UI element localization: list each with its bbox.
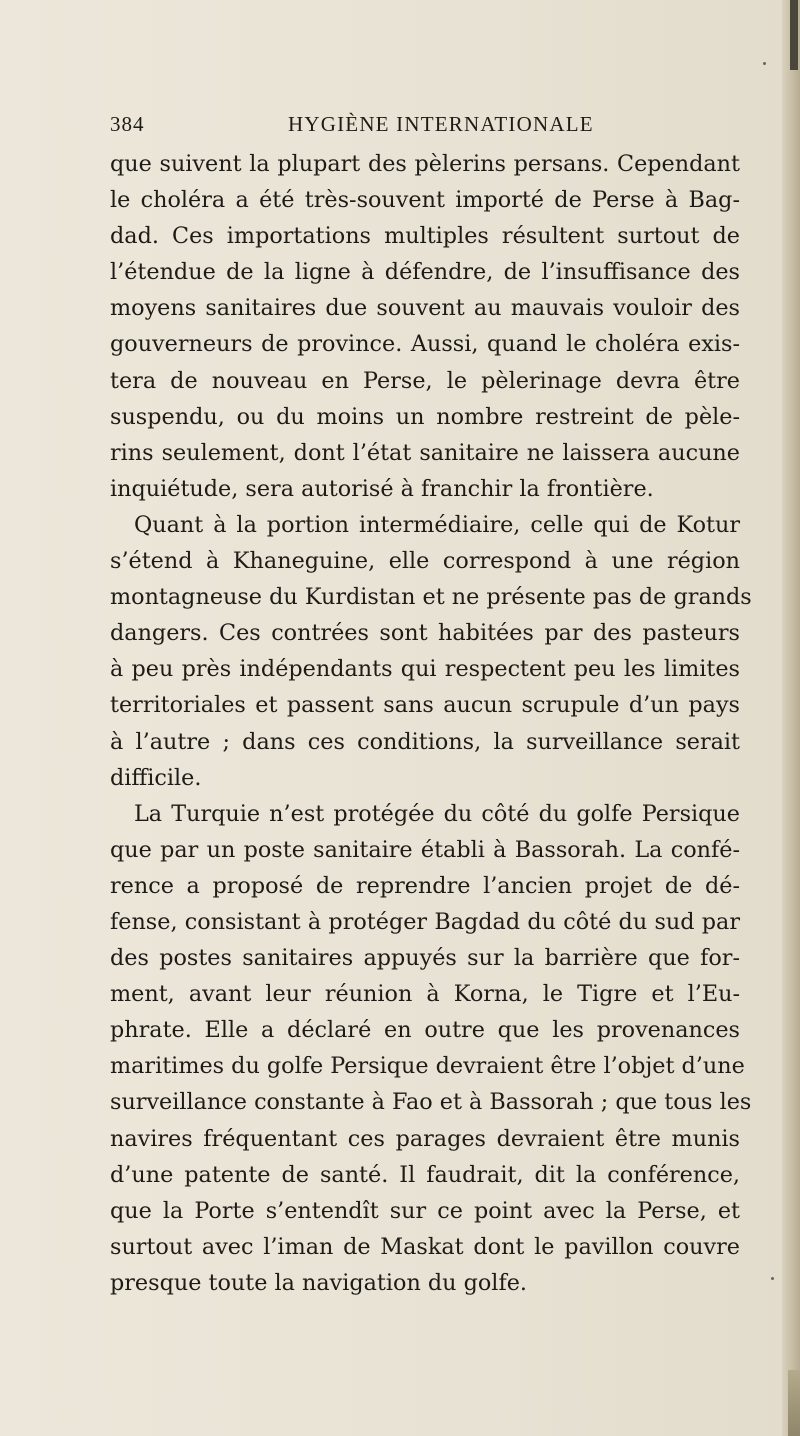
text-line: phrate. Elle a déclaré en outre que les provenances (110, 1017, 740, 1044)
text-line: que suivent la plupart des pèlerins persans. Cependant (110, 151, 740, 177)
text-line: La Turquie n’est protégée du côté du golfe Persique (134, 800, 740, 827)
paper-speck (763, 62, 766, 65)
text-line: presque toute la navigation du golfe. (110, 1269, 527, 1296)
text-line: à peu près indépendants qui respectent peu les limites (110, 656, 740, 683)
text-line: s’étend à Khaneguine, elle correspond à une région (110, 548, 740, 575)
text-line: des postes sanitaires appuyés sur la barrière que for- (110, 945, 740, 972)
text-line: le choléra a été très-souvent importé de Perse à Bag- (110, 187, 740, 214)
text-line: d’une patente de santé. Il faudrait, dit la conférence, (110, 1161, 740, 1188)
text-line: navires fréquentant ces parages devraient être munis (110, 1125, 740, 1152)
paper-speck (771, 1277, 774, 1280)
text-line: difficile. (110, 764, 202, 791)
text-line: suspendu, ou du moins un nombre restreint de pèle- (110, 403, 740, 430)
text-line: Quant à la portion intermédiaire, celle qui de Kotur (134, 511, 740, 538)
running-head: HYGIÈNE INTERNATIONALE (288, 112, 594, 136)
text-line: que par un poste sanitaire établi à Bassorah. La confé- (110, 836, 740, 863)
binding-shadow (790, 0, 798, 70)
corner-shadow (788, 1370, 800, 1436)
text-line: montagneuse du Kurdistan et ne présente pas de grands (110, 584, 752, 611)
body-text (110, 146, 752, 1301)
text-line: que la Porte s’entendît sur ce point avec la Perse, et (110, 1197, 740, 1224)
text-line: territoriales et passent sans aucun scrupule d’un pays (110, 692, 740, 719)
text-line: tera de nouveau en Perse, le pèlerinage devra être (110, 367, 740, 394)
text-line: à l’autre ; dans ces conditions, la surveillance serait (110, 728, 740, 755)
text-line: fense, consistant à protéger Bagdad du côté du sud par (110, 908, 740, 935)
text-line: rence a proposé de reprendre l’ancien projet de dé- (110, 872, 740, 899)
text-line: l’étendue de la ligne à défendre, de l’insuffisance des (110, 259, 740, 286)
page-header (110, 112, 730, 140)
text-line: surtout avec l’iman de Maskat dont le pavillon couvre (110, 1233, 740, 1260)
text-line: maritimes du golfe Persique devraient être l’objet d’une (110, 1053, 745, 1080)
text-line: rins seulement, dont l’état sanitaire ne laissera aucune (110, 439, 740, 466)
text-line: ment, avant leur réunion à Korna, le Tigre et l’Eu- (110, 981, 740, 1008)
text-line: inquiétude, sera autorisé à franchir la frontière. (110, 475, 654, 502)
page-number: 384 (110, 112, 145, 136)
text-line: moyens sanitaires due souvent au mauvais vouloir des (110, 295, 740, 322)
text-line: dad. Ces importations multiples résultent surtout de (110, 223, 740, 250)
page-edge (782, 0, 800, 1436)
text-line: surveillance constante à Fao et à Bassorah ; que tous les (110, 1089, 752, 1116)
text-line: gouverneurs de province. Aussi, quand le choléra exis- (110, 331, 740, 358)
text-line: dangers. Ces contrées sont habitées par des pasteurs (110, 620, 740, 647)
